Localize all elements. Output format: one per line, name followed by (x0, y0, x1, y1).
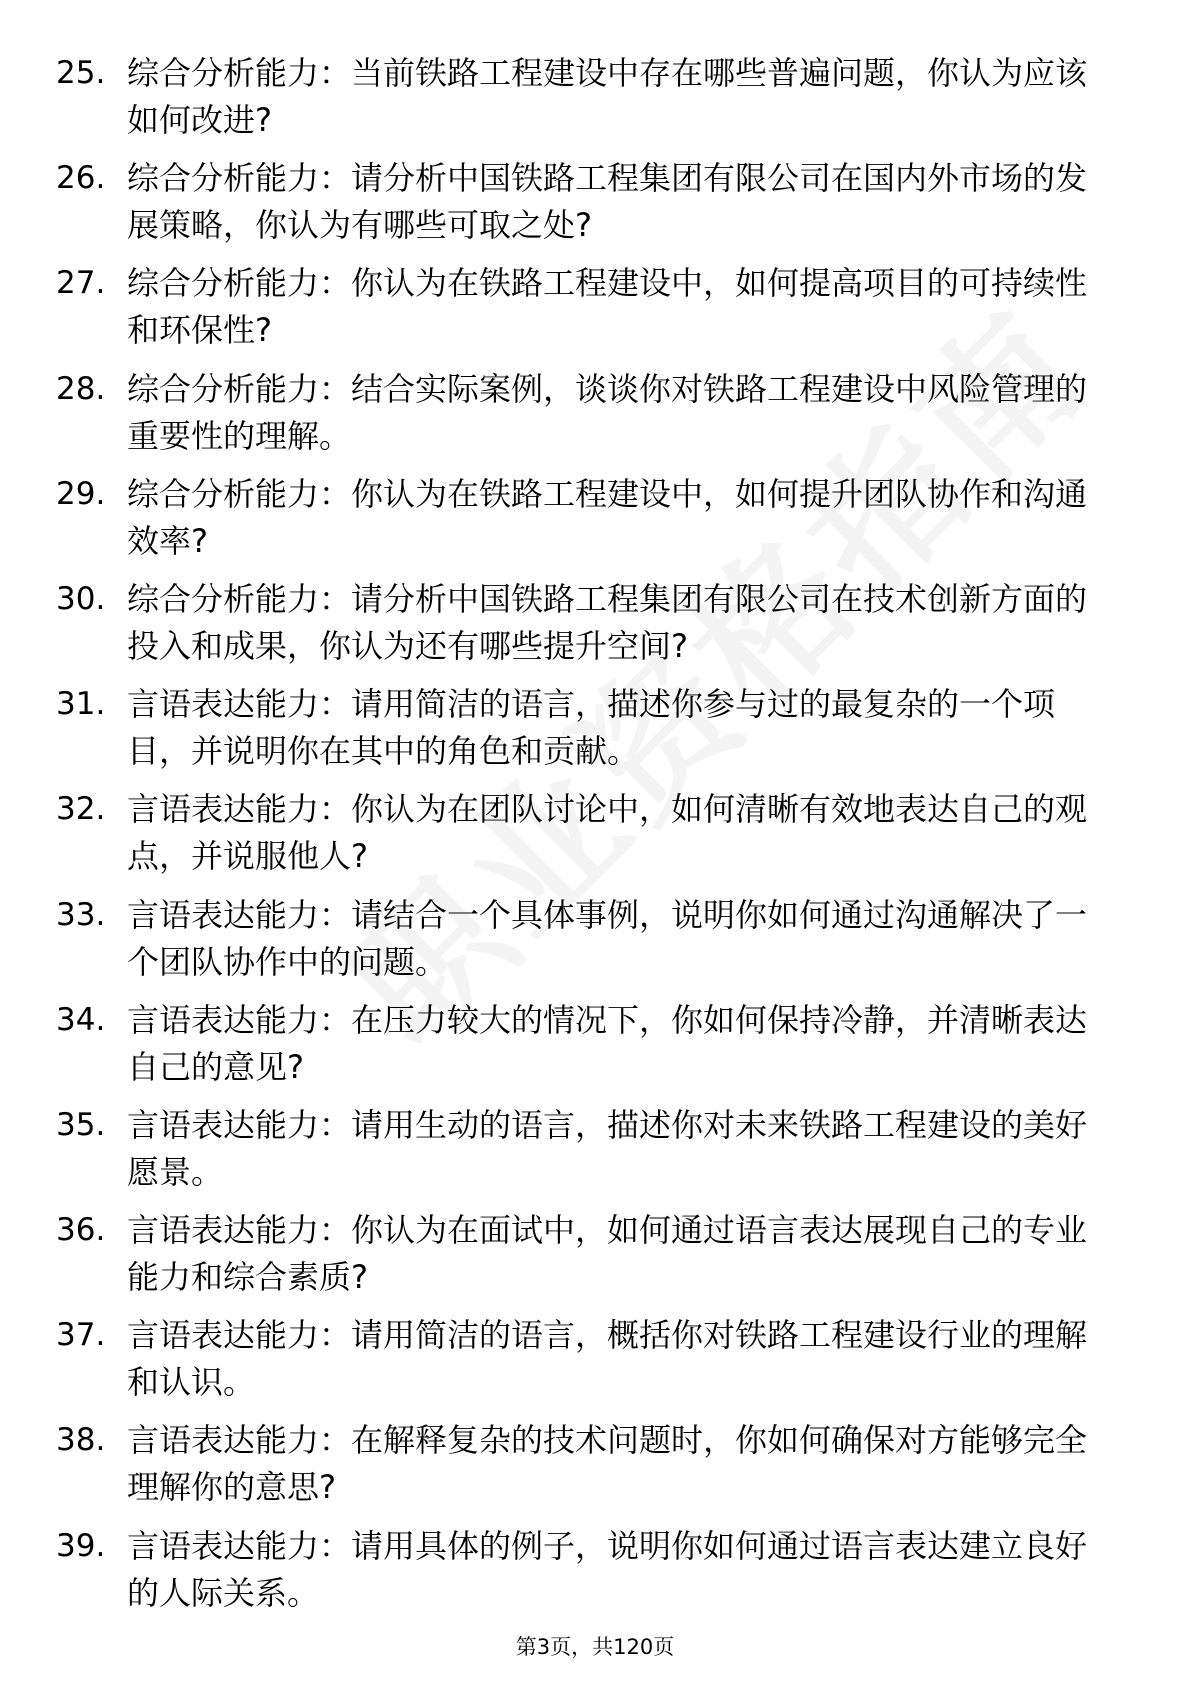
question-number: 38. (56, 1422, 106, 1459)
list-item (0, 892, 1190, 997)
list-item (0, 1523, 1190, 1628)
page-footer: 第3页，共120页 (515, 1635, 675, 1659)
question-number: 37. (56, 1317, 106, 1354)
question-number: 36. (56, 1212, 106, 1249)
question-number: 26. (56, 160, 106, 197)
question-number: 35. (56, 1106, 106, 1143)
question-text: 综合分析能力：当前铁路工程建设中存在哪些普遍问题，你认为应该如何改进? (127, 54, 1088, 139)
question-text: 综合分析能力：你认为在铁路工程建设中，如何提升团队协作和沟通效率? (127, 474, 1088, 560)
question-text: 言语表达能力：请用简洁的语言，概括你对铁路工程建设行业的理解和认识。 (127, 1316, 1088, 1402)
question-number: 34. (56, 1001, 106, 1038)
question-number: 31. (56, 686, 106, 723)
list-item (0, 366, 1190, 471)
list-item (0, 50, 1190, 155)
question-number: 25. (56, 55, 106, 91)
list-item (0, 681, 1190, 786)
question-text: 综合分析能力：结合实际案例，谈谈你对铁路工程建设中风险管理的重要性的理解。 (127, 369, 1088, 455)
question-number: 39. (56, 1527, 106, 1564)
question-number: 33. (56, 896, 106, 933)
list-item (0, 1102, 1190, 1207)
list-item (0, 155, 1190, 260)
question-text: 言语表达能力：请用简洁的语言，描述你参与过的最复杂的一个项目，并说明你在其中的角色和贡献。 (127, 685, 1056, 771)
question-text: 言语表达能力：你认为在面试中，如何通过语言表达展现自己的专业能力和综合素质? (127, 1211, 1088, 1297)
question-text: 综合分析能力：请分析中国铁路工程集团有限公司在技术创新方面的投入和成果，你认为还有哪些提升空间? (127, 579, 1088, 665)
question-number: 28. (56, 370, 106, 407)
list-item (0, 576, 1190, 681)
question-number: 32. (56, 791, 106, 828)
question-text: 言语表达能力：在压力较大的情况下，你如何保持冷静，并清晰表达自己的意见? (127, 1000, 1088, 1086)
question-text: 言语表达能力：在解释复杂的技术问题时，你如何确保对方能够完全理解你的意思? (127, 1421, 1088, 1507)
question-number: 27. (56, 265, 106, 302)
question-text: 言语表达能力：请用具体的例子，说明你如何通过语言表达建立良好的人际关系。 (127, 1526, 1088, 1612)
question-list (0, 50, 1190, 1628)
list-item (0, 260, 1190, 365)
question-text: 言语表达能力：你认为在团队讨论中，如何清晰有效地表达自己的观点，并说服他人? (127, 790, 1088, 876)
question-text: 综合分析能力：请分析中国铁路工程集团有限公司在国内外市场的发展策略，你认为有哪些可取之处? (127, 159, 1088, 245)
list-item (0, 1312, 1190, 1417)
list-item (0, 786, 1190, 891)
list-item (0, 997, 1190, 1102)
question-text: 言语表达能力：请用生动的语言，描述你对未来铁路工程建设的美好愿景。 (127, 1105, 1088, 1191)
list-item (0, 471, 1190, 576)
list-item (0, 1417, 1190, 1522)
question-text: 言语表达能力：请结合一个具体事例，说明你如何通过沟通解决了一个团队协作中的问题。 (127, 895, 1088, 981)
question-number: 29. (56, 475, 106, 512)
question-number: 30. (56, 580, 106, 617)
question-text: 综合分析能力：你认为在铁路工程建设中，如何提高项目的可持续性和环保性? (127, 264, 1088, 350)
list-item (0, 1207, 1190, 1312)
